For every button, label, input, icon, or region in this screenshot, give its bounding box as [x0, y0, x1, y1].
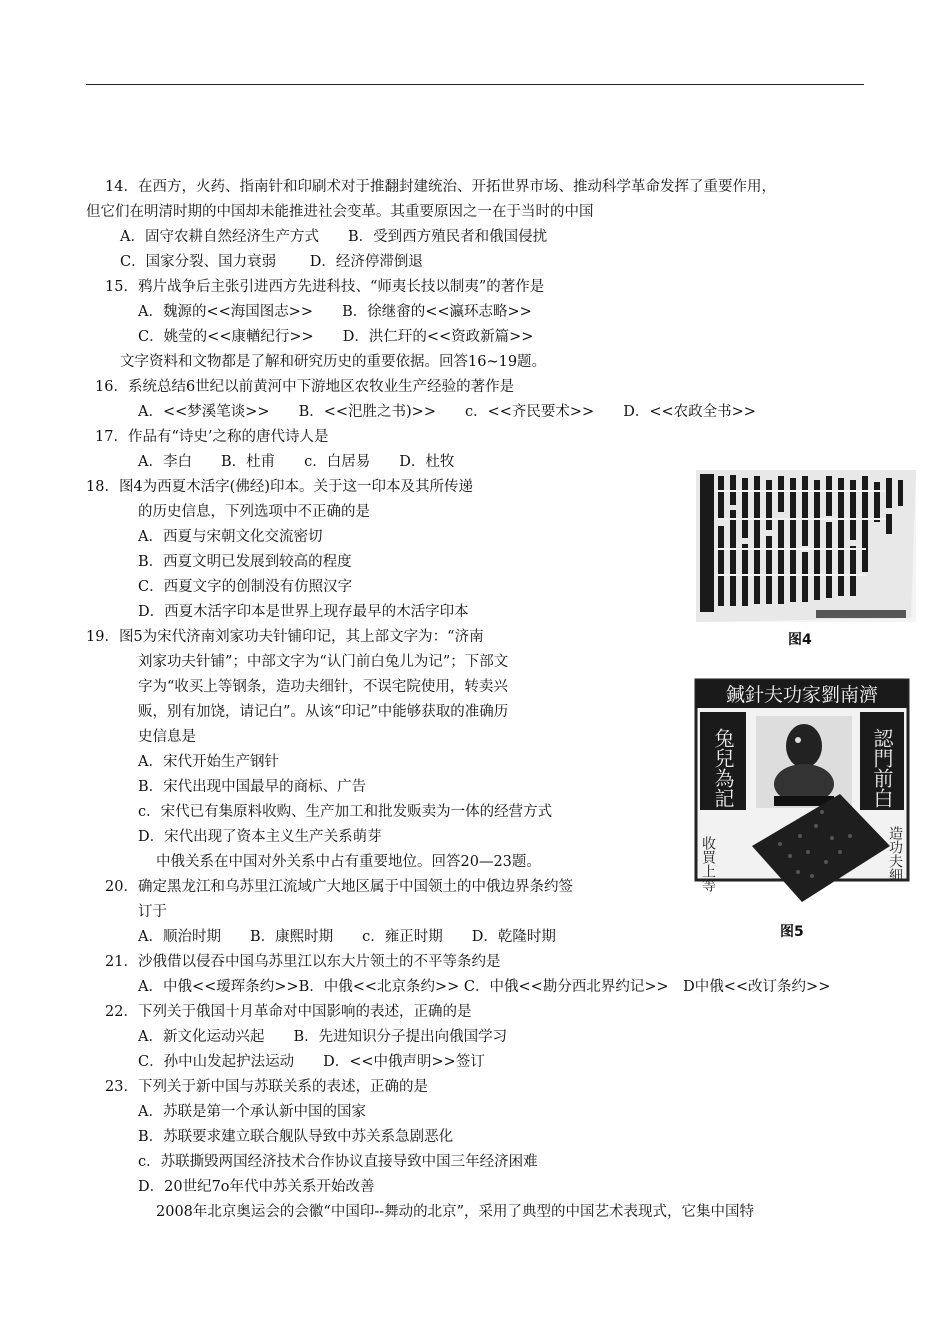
intro-24: 2008年北京奥运会的会徽“中国印--舞动的北京”，采用了典型的中国艺术表现式，它集中国特	[156, 1204, 755, 1220]
q22-stem: 22．下列关于俄国十月革命对中国影响的表述，正确的是	[105, 1004, 472, 1020]
q23-option-b: B．苏联要求建立联合舰队导致中苏关系急剧恶化	[138, 1129, 454, 1145]
q19-stem-line1: 19．图5为宋代济南刘家功夫针铺印记，其上部文字为：“济南	[86, 629, 484, 645]
q15-stem: 15．鸦片战争后主张引进西方先进科技、“师夷长技以制夷”的著作是	[105, 279, 545, 295]
q19-stem-line5: 史信息是	[138, 729, 196, 745]
q15-options-cd: C．姚莹的<<康輶纪行>> D．洪仁玕的<<资政新篇>>	[138, 329, 534, 345]
q19-option-a: A．宋代开始生产钢针	[138, 754, 279, 770]
q20-options: A．顺治时期 B．康熙时期 c．雍正时期 D．乾隆时期	[138, 929, 556, 945]
q18-option-c: C．西夏文字的创制没有仿照汉字	[138, 579, 353, 595]
q17-options: A．李白 B．杜甫 c．白居易 D．杜牧	[138, 454, 455, 470]
q21-stem: 21．沙俄借以侵吞中国乌苏里江以东大片领土的不平等条约是	[105, 954, 501, 970]
q22-options-ab: A．新文化运动兴起 B．先进知识分子提出向俄国学习	[138, 1029, 508, 1045]
figure-5-needle-shop-seal-image	[690, 676, 920, 914]
q16-options: A．<<梦溪笔谈>> B．<<汜胜之书)>> c．<<齐民要术>> D．<<农政全书>>	[138, 404, 756, 420]
q15-options-ab: A．魏源的<<海国图志>> B．徐继畲的<<瀛环志略>>	[138, 304, 532, 320]
q14-stem-line1: 14．在西方，火药、指南针和印刷术对于推翻封建统治、开拓世界市场、推动科学革命发挥了重要作用，	[105, 179, 776, 195]
q20-stem-line1: 20．确定黑龙江和乌苏里江流域广大地区属于中国领土的中俄边界条约签	[105, 879, 573, 895]
needle-shop-seal-illustration	[690, 676, 920, 914]
figure-4-caption: 图4	[788, 632, 812, 648]
header-rule	[86, 84, 864, 85]
q18-option-d: D．西夏木活字印本是世界上现存最早的木活字印本	[138, 604, 469, 620]
intro-16-19: 文字资料和文物都是了解和研究历史的重要依据。回答16~19题。	[120, 354, 547, 370]
q22-options-cd: C．孙中山发起护法运动 D．<<中俄声明>>签订	[138, 1054, 485, 1070]
q16-stem: 16．系统总结6世纪以前黄河中下游地区农牧业生产经验的著作是	[95, 379, 515, 395]
q23-option-a: A．苏联是第一个承认新中国的国家	[138, 1104, 366, 1120]
seal-bottom-left-text: 收買上等	[700, 836, 716, 892]
q19-stem-line2: 刘家功夫针铺”；中部文字为“认门前白兔儿为记”；下部文	[138, 654, 509, 670]
q14-options-ab: A．固守农耕自然经济生产方式 B．受到西方殖民者和俄国侵扰	[120, 229, 548, 245]
seal-top-text: 鍼針夫功家劉南濟	[725, 684, 879, 706]
q23-option-c: c．苏联撕毁两国经济技术合作协议直接导致中国三年经济困难	[138, 1154, 538, 1170]
q18-option-b: B．西夏文明已发展到较高的程度	[138, 554, 352, 570]
figure-4-xixia-print-image	[696, 470, 916, 622]
q21-options: A．中俄<<瑷珲条约>>B．中俄<<北京条约>> C．中俄<<勘分西北界约记>> D中俄<<改订条约>>	[138, 979, 831, 995]
white-rabbit-figure-icon	[756, 716, 852, 808]
q23-stem: 23．下列关于新中国与苏联关系的表述，正确的是	[105, 1079, 428, 1095]
q19-option-d: D．宋代出现了资本主义生产关系萌芽	[138, 829, 382, 845]
seal-left-text: 兔兒為記	[711, 728, 735, 808]
q18-option-a: A．西夏与宋朝文化交流密切	[138, 529, 323, 545]
q23-option-d: D．20世纪7o年代中苏关系开始改善	[138, 1179, 375, 1195]
q19-option-c: c．宋代已有集原料收购、生产加工和批发贩卖为一体的经营方式	[138, 804, 553, 820]
figure-5-caption: 图5	[780, 924, 804, 940]
seal-bottom-right-text: 造功夫細	[887, 826, 903, 882]
q14-options-cd: C．国家分裂、国力衰弱 D．经济停滞倒退	[120, 254, 423, 270]
q19-option-b: B．宋代出现中国最早的商标、广告	[138, 779, 367, 795]
xixia-print-illustration	[696, 470, 916, 622]
q19-stem-line3: 字为“收买上等钢条，造功夫细针，不误宅院使用，转卖兴	[138, 679, 508, 695]
seal-right-text: 認門前白	[870, 728, 894, 808]
q18-stem-line2: 的历史信息，下列选项中不正确的是	[138, 504, 370, 520]
q19-stem-line4: 贩，别有加饶，请记白”。从该“印记”中能够获取的准确历	[138, 704, 509, 720]
q20-stem-line2: 订于	[138, 904, 167, 920]
intro-20-23: 中俄关系在中国对外关系中占有重要地位。回答20—23题。	[156, 854, 541, 870]
q14-stem-line2: 但它们在明清时期的中国却未能推进社会变革。其重要原因之一在于当时的中国	[86, 204, 594, 220]
q18-stem-line1: 18．图4为西夏木活字(佛经)印本。关于这一印本及其所传递	[86, 479, 473, 495]
q17-stem: 17．作品有“诗史’之称的唐代诗人是	[95, 429, 329, 445]
